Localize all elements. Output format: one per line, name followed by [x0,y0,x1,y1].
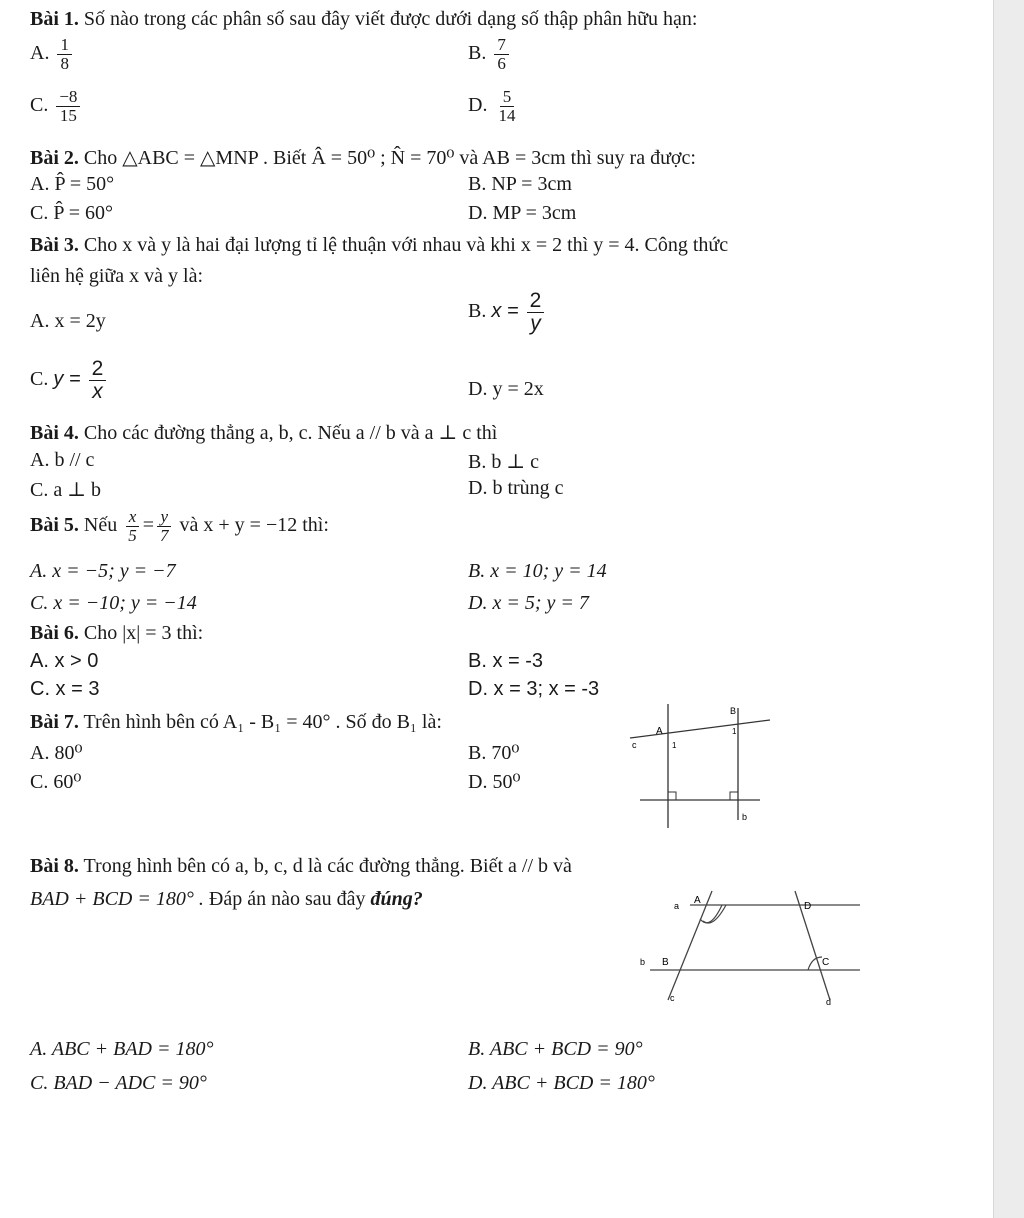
q8-option-d[interactable]: D. ABC + BCD = 180° [468,1072,655,1094]
q3-c-num: 2 [89,358,107,381]
q7-label-B1: 1 [732,727,737,736]
q3-b-den: y [530,312,541,336]
q6-stem [30,622,203,645]
q8-option-a[interactable]: A. ABC + BAD = 180° [30,1038,214,1060]
q7-text: Trên hình bên có A₁ - B₁ = 40° . Số đo B₁ là: [83,711,442,733]
q7-label-c: c [632,740,637,750]
q4-title: Bài 4. [30,422,79,444]
q4-option-d[interactable]: D. b trùng c [468,477,564,499]
q7-option-d[interactable]: D. 50⁰ [468,771,521,793]
q5-option-c[interactable]: C. x = −10; y = −14 [30,592,197,614]
q5-title: Bài 5. [30,513,79,536]
q8-option-c[interactable]: C. BAD − ADC = 90° [30,1072,207,1094]
q7-option-b[interactable]: B. 70⁰ [468,742,520,764]
q1-b-num: 7 [494,36,509,55]
q5-pre: Nếu [83,513,118,536]
q4-option-c[interactable]: C. a ⊥ b [30,479,102,501]
q1-option-c[interactable] [30,88,83,125]
q1-c-fraction [56,88,80,125]
q2-text: Cho △ABC = △MNP . Biết Â = 50⁰ ; N̂ = 70⁰ và AB = 3cm thì suy ra được: [83,147,696,169]
q3-option-b[interactable] [468,290,547,335]
q1-d-label: D. [468,93,488,116]
q7-title: Bài 7. [30,711,79,733]
q8-label-C: C [822,957,830,968]
q1-c-num: −8 [56,88,80,107]
q7-option-c[interactable]: C. 60⁰ [30,771,82,793]
q8-angle-arc-a2 [703,905,726,923]
q1-d-den: 14 [498,105,516,125]
q1-stem [30,8,697,31]
q8-stem-line2 [30,888,423,911]
q1-option-b[interactable] [468,36,512,73]
q5-option-a[interactable]: A. x = −5; y = −7 [30,560,176,582]
q2-option-b[interactable]: B. NP = 3cm [468,173,572,195]
q1-d-num: 5 [500,88,515,107]
q8-text2-math: BAD + BCD = 180° . [30,888,204,910]
q5-f2-num: y [157,508,171,527]
q8-text2-rest: Đáp án nào sau đây [203,888,371,910]
q2-option-c[interactable]: C. P̂ = 60° [30,202,113,224]
q4-text: Cho các đường thẳng a, b, c. Nếu a // b và a ⊥ c thì [83,422,498,444]
q8-label-c: c [670,993,675,1003]
q7-label-A1: 1 [672,741,677,750]
q4-option-a[interactable]: A. b // c [30,449,95,471]
q7-option-a[interactable]: A. 80⁰ [30,742,83,764]
q1-b-label: B. [468,41,487,64]
q7-figure [620,700,780,830]
q1-b-den: 6 [497,53,506,73]
q5-fraction-x [125,508,140,545]
q2-title: Bài 2. [30,147,79,169]
q1-d-fraction [495,88,518,125]
q7-line-c [630,720,770,738]
q8-text2-em: đúng? [370,888,423,910]
q8-label-A: A [694,895,701,906]
q6-option-c[interactable]: C. x = 3 [30,678,100,700]
q1-a-den: 8 [60,53,69,73]
q3-text1: Cho x và y là hai đại lượng tỉ lệ thuận với nhau và khi x = 2 thì y = 4. Công thức [83,234,729,256]
q7-stem [30,711,442,734]
q5-f1-num: x [126,508,140,527]
q3-c-lhs: y = [53,368,81,391]
q7-right-angle-a [668,792,676,800]
q6-option-a[interactable]: A. x > 0 [30,650,99,672]
q5-post: và x + y = −12 thì: [179,513,329,536]
q5-f1-den: 5 [128,525,137,545]
page-edge-scrollbar [993,0,1024,1218]
q2-option-a[interactable]: A. P̂ = 50° [30,173,115,195]
q5-option-b[interactable]: B. x = 10; y = 14 [468,560,607,582]
q1-a-num: 1 [57,36,72,55]
q5-option-d[interactable]: D. x = 5; y = 7 [468,592,589,614]
q8-label-d: d [826,997,832,1007]
q6-text: Cho |x| = 3 thì: [83,622,204,644]
q8-option-b[interactable]: B. ABC + BCD = 90° [468,1038,643,1060]
q7-label-A: A [656,726,663,737]
q8-label-b: b [640,957,646,967]
q8-figure [630,885,870,1015]
q3-title: Bài 3. [30,234,79,256]
q2-stem [30,145,696,170]
q4-stem [30,420,497,445]
q3-b-num: 2 [527,290,545,313]
q8-label-D: D [804,901,812,912]
q1-c-den: 15 [59,105,77,125]
q7-right-angle-b [730,792,738,800]
q3-b-fraction [527,290,545,335]
q3-stem-line2: liên hệ giữa x và y là: [30,265,204,287]
q1-option-a[interactable] [30,36,75,73]
q8-line-d [795,891,830,1000]
q5-fraction-y [157,508,172,545]
q1-title: Bài 1. [30,8,79,30]
q5-stem [30,508,329,545]
q3-option-c[interactable] [30,358,109,403]
q8-title: Bài 8. [30,855,79,877]
q5-eq: = [142,513,155,536]
q1-option-d[interactable] [468,88,521,125]
q8-stem-line1 [30,855,572,878]
q1-c-label: C. [30,93,49,116]
q6-option-b[interactable]: B. x = -3 [468,650,544,672]
q6-title: Bài 6. [30,622,79,644]
q3-c-label: C. [30,368,49,391]
q1-b-fraction [494,36,509,73]
q8-text1: Trong hình bên có a, b, c, d là các đường thẳng. Biết a // b và [83,855,572,877]
q4-option-b[interactable]: B. b ⊥ c [468,451,540,473]
q7-label-b: b [742,812,748,822]
q3-c-fraction [89,358,107,403]
q7-label-B: B [730,706,737,716]
q1-text: Số nào trong các phân số sau đây viết được dưới dạng số thập phân hữu hạn: [83,8,698,30]
q8-label-B: B [662,957,669,968]
q3-b-lhs: x = [491,300,519,323]
q8-label-a: a [674,901,680,911]
q5-f2-den: 7 [160,525,169,545]
q3-option-a[interactable]: A. x = 2y [30,310,106,332]
q1-a-fraction [57,36,72,73]
q3-option-d[interactable]: D. y = 2x [468,378,544,400]
q3-c-den: x [92,380,103,404]
q1-a-label: A. [30,41,50,64]
q6-option-d[interactable]: D. x = 3; x = -3 [468,678,600,700]
q3-b-label: B. [468,300,487,323]
q2-option-d[interactable]: D. MP = 3cm [468,202,577,224]
q3-stem-line1 [30,234,728,257]
